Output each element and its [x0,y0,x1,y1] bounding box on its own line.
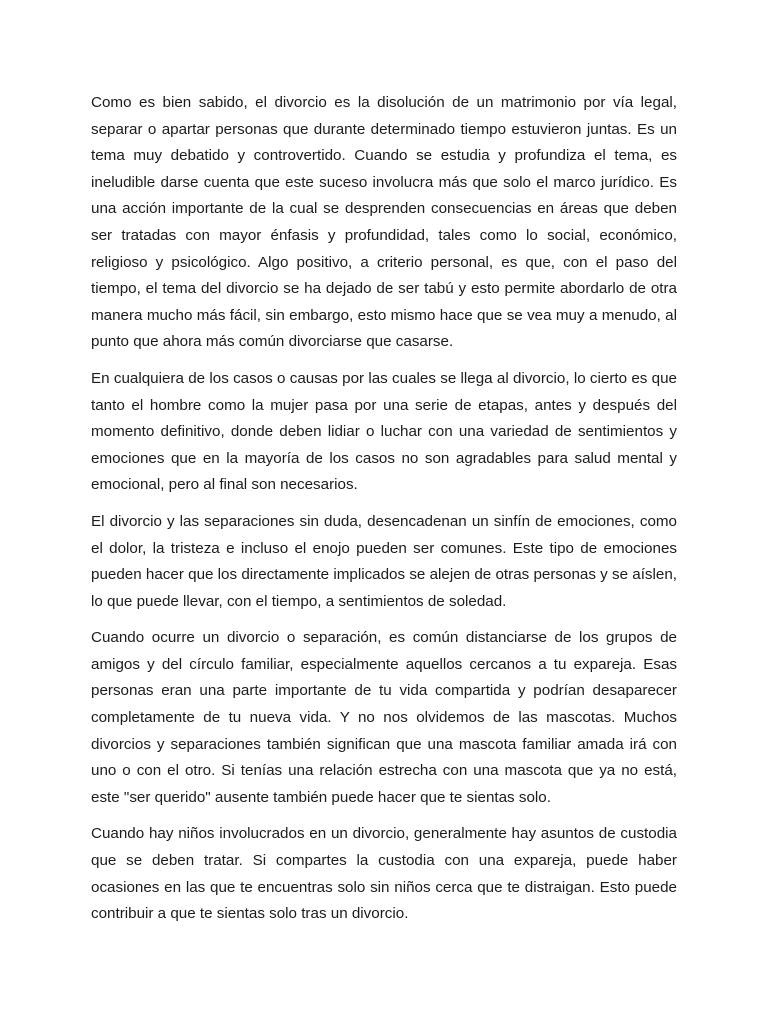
paragraph-2: En cualquiera de los casos o causas por las cuales se llega al divorcio, lo cierto es que tanto el hombre como la mujer pasa por una serie de etapas, antes y después del momento definitivo, donde deben lidiar o luchar con una variedad de sentimientos y emociones que en la mayoría de los casos no son agradables para salud mental y emocional, pero al final son necesarios. [91,369,677,494]
paragraph-4: Cuando ocurre un divorcio o separación, es común distanciarse de los grupos de amigos y del círculo familiar, especialmente aquellos cercanos a tu expareja. Esas personas eran una parte importante de tu vida compartida y podrían desaparecer completamente de tu nueva vida. Y no nos olvidemos de las mascotas. Muchos divorcios y separaciones también significan que una mascota familiar amada irá con uno o con el otro. Si tenías una relación estrecha con una mascota que ya no está, este "ser querido" ausente también puede hacer que te sientas solo. [91,629,677,806]
document-body [91,90,677,938]
paragraph-3: El divorcio y las separaciones sin duda, desencadenan un sinfín de emociones, como el dolor, la tristeza e incluso el enojo pueden ser comunes. Este tipo de emociones pueden hacer que los directamente implicados se alejen de otras personas y se aíslen, lo que puede llevar, con el tiempo, a sentimientos de soledad. [91,512,677,610]
paragraph-1: Como es bien sabido, el divorcio es la disolución de un matrimonio por vía legal, separar o apartar personas que durante determinado tiempo estuvieron juntas. Es un tema muy debatido y controvertido. Cuando se estudia y profundiza el tema, es ineludible darse cuenta que este suceso involucra más que solo el marco jurídico. Es una acción importante de la cual se desprenden consecuencias en áreas que deben ser tratadas con mayor énfasis y profundidad, tales como lo social, económico, religioso y psicológico. Algo positivo, a criterio personal, es que, con el paso del tiempo, el tema del divorcio se ha dejado de ser tabú y esto permite abordarlo de otra manera mucho más fácil, sin embargo, esto mismo hace que se vea muy a menudo, al punto que ahora más común divorciarse que casarse. [91,94,677,351]
paragraph-5: Cuando hay niños involucrados en un divorcio, generalmente hay asuntos de custodia que se deben tratar. Si compartes la custodia con una expareja, puede haber ocasiones en las que te encuentras solo sin niños cerca que te distraigan. Esto puede contribuir a que te sientas solo tras un divorcio. [91,825,677,923]
